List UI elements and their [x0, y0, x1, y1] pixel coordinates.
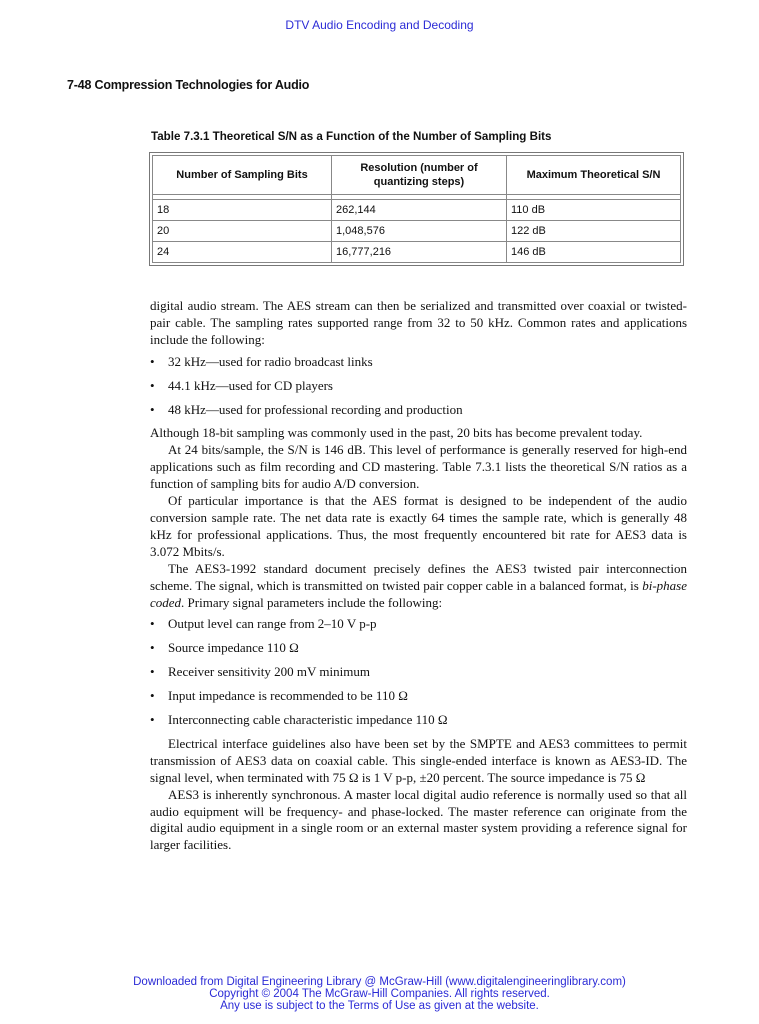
table-cell: 24: [153, 242, 332, 263]
emphasis-term: bi-phase coded: [150, 577, 687, 610]
paragraph: At 24 bits/sample, the S/N is 146 dB. This level of performance is generally reserved for high-end applications such as film recording and CD mastering. Table 7.3.1 lists the theoretical S/N ratios as a function of sampling bits for audio A/D conversion.: [150, 442, 687, 492]
list-item: • Output level can range from 2–10 V p-p: [150, 616, 377, 632]
sampling-bits-table: [149, 152, 684, 266]
table-cell: 262,144: [332, 200, 507, 221]
footer-terms-link[interactable]: Any use is subject to the Terms of Use as given at the website.: [220, 1000, 539, 1012]
table-cell: 20: [153, 221, 332, 242]
body-text: [150, 298, 687, 854]
top-header-link[interactable]: DTV Audio Encoding and Decoding: [285, 18, 474, 32]
footer: [0, 976, 759, 1012]
sampling-rates-list: [150, 354, 687, 419]
column-header-max-sn: Maximum Theoretical S/N: [507, 156, 681, 195]
list-item: • 44.1 kHz—used for CD players: [150, 377, 333, 393]
table-caption: Table 7.3.1 Theoretical S/N as a Function of the Number of Sampling Bits: [151, 130, 552, 143]
table-row: [153, 221, 681, 242]
paragraph: digital audio stream. The AES stream can then be serialized and transmitted over coaxial or twisted-pair cable. The sampling rates supported range from 32 to 50 kHz. Common rates and applications include the following:: [150, 298, 687, 347]
list-item: • Receiver sensitivity 200 mV minimum: [150, 664, 370, 680]
signal-parameters-list: [150, 616, 687, 729]
list-item: • Interconnecting cable characteristic impedance 110 Ω: [150, 712, 448, 728]
running-head: 7-48 Compression Technologies for Audio: [67, 78, 310, 92]
table-cell: 16,777,216: [332, 242, 507, 263]
column-header-resolution: Resolution (number of quantizing steps): [332, 156, 507, 195]
paragraph: The AES3-1992 standard document precisely defines the AES3 twisted pair interconnection scheme. The signal, which is transmitted on twisted pair copper cable in a balanced format, is bi-phase coded. Primary signal parameters include the following:: [150, 560, 687, 610]
table-row: [153, 242, 681, 263]
list-item: • Input impedance is recommended to be 110 Ω: [150, 688, 408, 704]
column-header-sampling-bits: Number of Sampling Bits: [153, 156, 332, 195]
table-cell: 110 dB: [507, 200, 681, 221]
list-item: • 32 kHz—used for radio broadcast links: [150, 353, 373, 369]
paragraph: AES3 is inherently synchronous. A master local digital audio reference is normally used so that all audio equipment will be frequency- and phase-locked. The master reference can originate from the digital audio equipment in a single room or an external master system providing a reference signal for larger facilities.: [150, 786, 687, 853]
table-cell: 18: [153, 200, 332, 221]
table-cell: 1,048,576: [332, 221, 507, 242]
table-cell: 122 dB: [507, 221, 681, 242]
table-row: [153, 200, 681, 221]
paragraph: Although 18-bit sampling was commonly used in the past, 20 bits has become prevalent today.: [150, 425, 643, 441]
paragraph: Of particular importance is that the AES format is designed to be independent of the audio conversion sample rate. The net data rate is exactly 64 times the sample rate, which is generally 48 kHz for professional applications. Thus, the most frequently encountered bit rate for AES3 data is 3.072 Mbits/s.: [150, 493, 687, 559]
list-item: • Source impedance 110 Ω: [150, 640, 299, 656]
paragraph: Electrical interface guidelines also have been set by the SMPTE and AES3 committees to permit transmission of AES3 data on coaxial cable. This single-ended interface is known as AES3-ID. The signal level, when terminated with 75 Ω is 1 V p-p, ±20 percent. The source impedance is 75 Ω: [150, 735, 687, 785]
table-cell: 146 dB: [507, 242, 681, 263]
footer-download-link[interactable]: Downloaded from Digital Engineering Library @ McGraw-Hill (www.digitalengineeringlibrary.com): [133, 976, 626, 988]
footer-copyright[interactable]: Copyright © 2004 The McGraw-Hill Companies. All rights reserved.: [209, 988, 550, 1000]
list-item: • 48 kHz—used for professional recording and production: [150, 401, 463, 417]
